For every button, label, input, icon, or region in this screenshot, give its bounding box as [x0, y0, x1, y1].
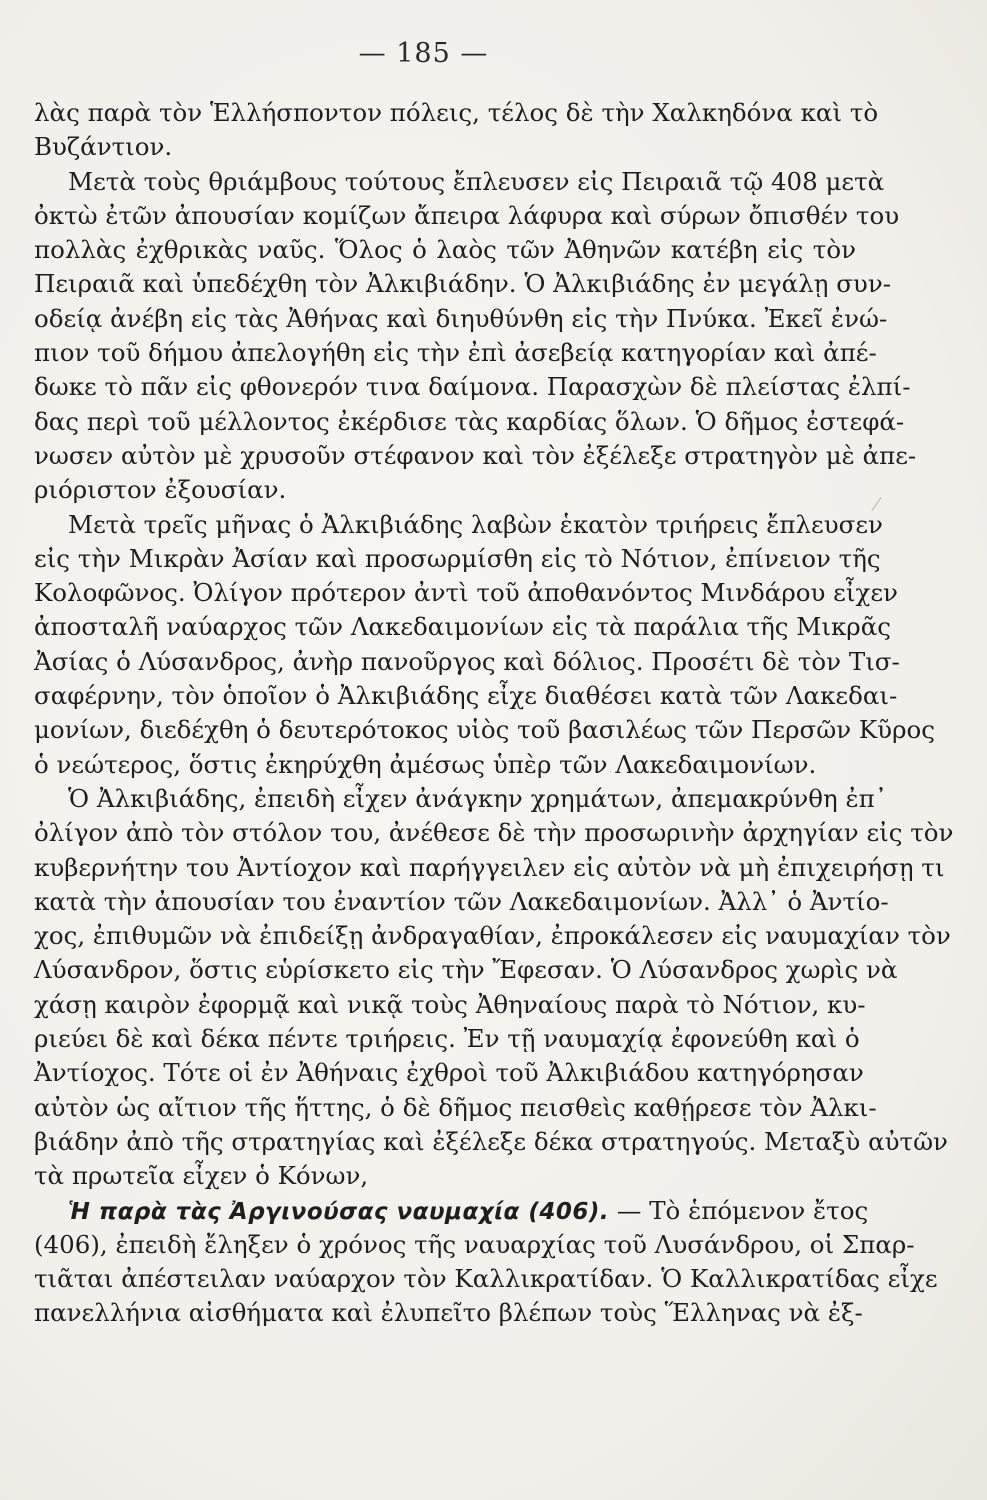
- paragraph-continuation: [34, 1228, 938, 1331]
- text-line: μονίων, διεδέχθη ὁ δευτερότοκος υἱὸς τοῦ βασιλέως τῶν Περσῶν Κῦρος: [34, 715, 935, 745]
- text-line: Ἀσίας ὁ Λύσανδρος, ἀνὴρ πανοῦργος καὶ δόλιος. Προσέτι δὲ τὸν Τισ-: [34, 646, 900, 676]
- text-line: δωκε τὸ πᾶν εἰς φθονερόν τινα δαίμονα. Παρασχὼν δὲ πλείστας ἐλπί-: [34, 372, 911, 402]
- text-line: Κολοφῶνος. Ὀλίγον πρότερον ἀντὶ τοῦ ἀποθανόντος Μινδάρου εἶχεν: [34, 578, 898, 608]
- text-line: τὰ πρωτεῖα εἶχεν ὁ Κόνων,: [34, 1161, 369, 1191]
- text-line: Ἀντίοχος. Τότε οἱ ἐν Ἀθήναις ἐχθροὶ τοῦ Ἀλκιβιάδου κατηγόρησαν: [34, 1058, 864, 1088]
- body-text: [34, 96, 954, 1331]
- text-line: Μετὰ τοὺς θριάμβους τούτους ἔπλευσεν εἰς Πειραιᾶ τῷ 408 μετὰ: [68, 166, 885, 196]
- text-line: Μετὰ τρεῖς μῆνας ὁ Ἀλκιβιάδης λαβὼν ἑκατὸν τριήρεις ἔπλευσεν: [68, 509, 883, 539]
- text-line: βιάδην ἀπὸ τῆς στρατηγίας καὶ ἐξέλεξε δέκα στρατηγούς. Μεταξὺ αὐτῶν: [34, 1126, 948, 1156]
- section-heading-line: [34, 1194, 869, 1228]
- text-line: ριόριστον ἐξουσίαν.: [34, 475, 287, 505]
- text-line: Πειραιᾶ καὶ ὑπεδέχθη τὸν Ἀλκιβιάδην. Ὁ Ἀλκιβιάδης ἐν μεγάλῃ συν-: [34, 269, 891, 299]
- text-line: σαφέρνην, τὸν ὁποῖον ὁ Ἀλκιβιάδης εἶχε διαθέσει κατὰ τῶν Λακεδαι-: [34, 681, 898, 711]
- text-line: ὀκτὼ ἐτῶν ἀπουσίαν κομίζων ἄπειρα λάφυρα καὶ σύρων ὄπισθέν του: [34, 200, 900, 230]
- text-line: εἰς τὴν Μικρὰν Ἀσίαν καὶ προσωρμίσθη εἰς τὸ Νότιον, ἐπίνειον τῆς: [34, 543, 881, 573]
- text-line: κατὰ τὴν ἀπουσίαν του ἐναντίον τῶν Λακεδαιμονίων. Ἀλλ᾽ ὁ Ἀντίο-: [34, 886, 889, 916]
- text-line: Βυζάντιον.: [34, 132, 173, 162]
- paragraphs: [34, 96, 954, 1194]
- text-line: ριεύει δὲ καὶ δέκα πέντε τριήρεις. Ἐν τῇ ναυμαχίᾳ ἐφονεύθη καὶ ὁ: [34, 1024, 860, 1054]
- text-line: τιᾶται ἀπέστειλαν ναύαρχον τὸν Καλλικρατίδαν. Ὁ Καλλικρατίδας εἶχε: [34, 1264, 938, 1294]
- text-line: ἀποσταλῆ ναύαρχος τῶν Λακεδαιμονίων εἰς τὰ παράλια τῆς Μικρᾶς: [34, 612, 891, 642]
- text-line: Λύσανδρον, ὅστις εὑρίσκετο εἰς τὴν Ἔφεσαν. Ὁ Λύσανδρος χωρὶς νὰ: [34, 955, 898, 985]
- text-line: ὁ νεώτερος, ὅστις ἐκηρύχθη ἀμέσως ὑπὲρ τῶν Λακεδαιμονίων.: [34, 749, 817, 779]
- text-line: νωσεν αὐτὸν μὲ χρυσοῦν στέφανον καὶ τὸν ἐξέλεξε στρατηγὸν μὲ ἀπε-: [34, 440, 917, 470]
- text-line: αὐτὸν ὡς αἴτιον τῆς ἥττης, ὁ δὲ δῆμος πεισθεὶς καθῄρεσε τὸν Ἀλκι-: [34, 1092, 877, 1122]
- text-line: δας περὶ τοῦ μέλλοντος ἐκέρδισε τὰς καρδίας ὅλων. Ὁ δῆμος ἐστεφά-: [34, 406, 905, 436]
- text-line: Ὁ Ἀλκιβιάδης, ἐπειδὴ εἶχεν ἀνάγκην χρημάτων, ἀπεμακρύνθη ἐπ᾽: [68, 783, 888, 813]
- text-line: οδείᾳ ἀνέβη εἰς τὰς Ἀθήνας καὶ διηυθύνθη εἰς τὴν Πνύκα. Ἐκεῖ ἐνώ-: [34, 303, 888, 333]
- text-line: πανελλήνια αἰσθήματα καὶ ἐλυπεῖτο βλέπων τοὺς Ἕλληνας νὰ ἐξ-: [34, 1298, 863, 1328]
- page-number: — 185 —: [358, 38, 489, 69]
- section-heading-continuation: — Τὸ ἑπόμενον ἔτος: [609, 1195, 869, 1225]
- text-line: χος, ἐπιθυμῶν νὰ ἐπιδείξῃ ἀνδραγαθίαν, ἐπροκάλεσεν εἰς ναυμαχίαν τὸν: [34, 921, 951, 951]
- text-line: κυβερνήτην του Ἀντίοχον καὶ παρήγγειλεν εἰς αὐτὸν νὰ μὴ ἐπιχειρήσῃ τι: [34, 852, 945, 882]
- text-line: (406), ἐπειδὴ ἔληξεν ὁ χρόνος τῆς ναυαρχίας τοῦ Λυσάνδρου, οἱ Σπαρ-: [34, 1229, 915, 1259]
- text-line: πολλὰς ἐχθρικὰς ναῦς. Ὅλος ὁ λαὸς τῶν Ἀθηνῶν κατέβη εἰς τὸν: [34, 235, 856, 265]
- text-line: ὀλίγον ἀπὸ τὸν στόλον του, ἀνέθεσε δὲ τὴν προσωρινὴν ἀρχηγίαν εἰς τὸν: [34, 818, 954, 848]
- text-line: λὰς παρὰ τὸν Ἑλλήσποντον πόλεις, τέλος δὲ τὴν Χαλκηδόνα καὶ τὸ: [34, 98, 879, 127]
- section-heading: Ἡ παρὰ τὰς Ἀργινούσας ναυμαχία (406).: [68, 1198, 610, 1225]
- text-line: πιον τοῦ δήμου ἀπελογήθη εἰς τὴν ἐπὶ ἀσεβείᾳ κατηγορίαν καὶ ἀπέ-: [34, 338, 877, 368]
- text-line: χάσῃ καιρὸν ἐφορμᾷ καὶ νικᾷ τοὺς Ἀθηναίους παρὰ τὸ Νότιον, κυ-: [34, 989, 866, 1019]
